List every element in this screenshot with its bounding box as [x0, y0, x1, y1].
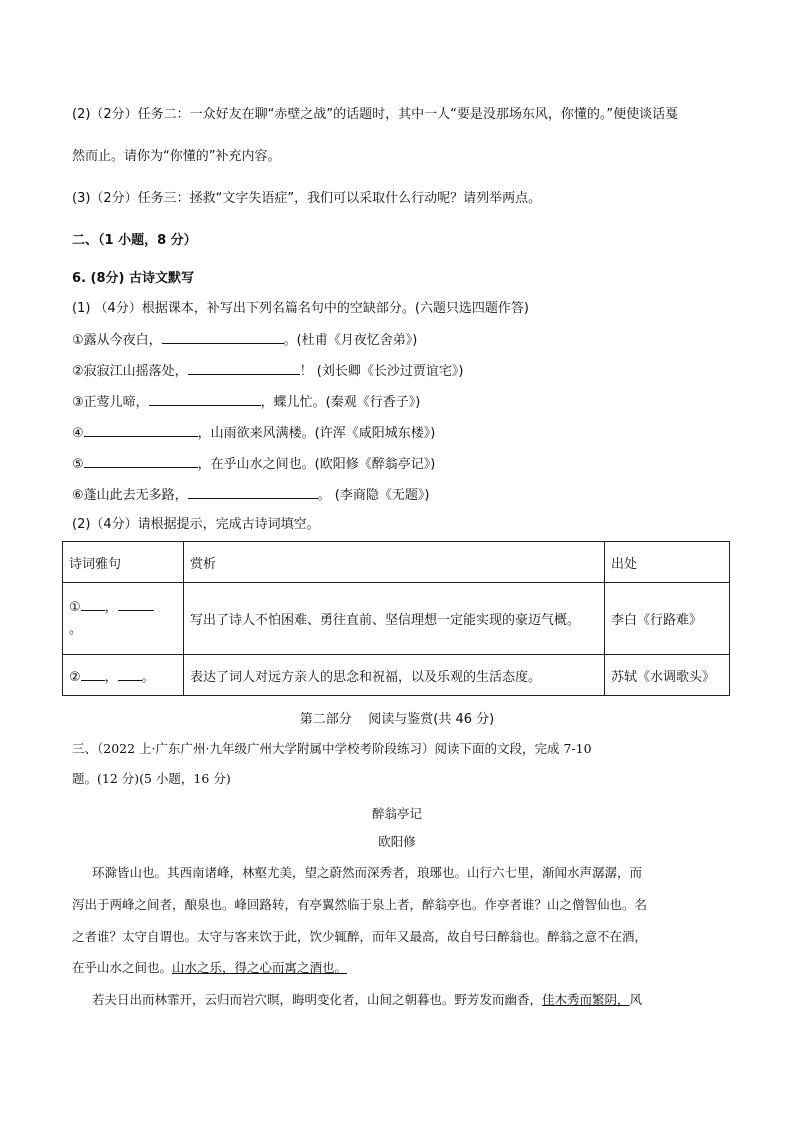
table-cell: 苏轼《水调歌头》 [605, 655, 730, 696]
fill-line-1 [72, 331, 417, 350]
fill-line-5 [72, 455, 435, 474]
essay-author: 欧阳修 [378, 834, 416, 849]
answer-blank[interactable] [118, 668, 142, 681]
row-sep: ， [104, 599, 118, 615]
essay-text: 在乎山水之间也。 [72, 960, 173, 975]
fill-line-post: 。(杜甫《月夜忆舍弟》) [283, 333, 418, 348]
table-cell: 李白《行路难》 [605, 583, 730, 655]
table-cell-blanks [63, 655, 184, 696]
fill-line-pre: ⑤ [72, 457, 84, 472]
fill-line-2 [72, 362, 463, 381]
answer-blank[interactable] [81, 598, 105, 611]
row-marker: ② [69, 669, 81, 685]
question-6-title [72, 270, 194, 288]
fill-line-3 [72, 393, 420, 412]
fill-line-post: ，山雨欲来风满楼。(许浑《咸阳城东楼》) [197, 426, 436, 441]
essay-p1-line3: 之者谁？太守自谓也。太守与客来饮于此，饮少辄醉，而年又最高，故自号曰醉翁也。醉翁之意不在酒， [72, 929, 648, 944]
row-end: 。 [69, 621, 83, 637]
row-sep: ， [104, 669, 118, 685]
essay-p1-line4 [72, 959, 347, 977]
fill-line-post: ！ (刘长卿《长沙过贾谊宅》) [299, 364, 464, 379]
fill-line-pre: ③正莺儿啼， [72, 395, 149, 410]
poetry-table [62, 541, 730, 696]
fill-line-pre: ②寂寂江山摇落处， [72, 364, 188, 379]
fill-line-post: 。 (李商隐《无题》) [317, 488, 430, 503]
question-6-part2: (2)（4分）请根据提示，完成古诗词填空。 [72, 517, 320, 532]
fill-line-pre: ①露从今夜白， [72, 333, 162, 348]
question-6-title-text: 6. (8分) 古诗文默写 [72, 271, 194, 286]
table-row [63, 655, 730, 696]
underlined-sentence: 山水之乐，得之心而寓之酒也。 [172, 960, 348, 975]
answer-blank[interactable] [81, 668, 105, 681]
part2-heading: 第二部分 阅读与鉴赏(共 46 分) [299, 712, 495, 727]
table-row [63, 583, 730, 655]
answer-blank[interactable] [84, 455, 198, 468]
answer-blank[interactable] [149, 393, 261, 406]
row-end: 。 [141, 669, 155, 685]
fill-line-post: ，在乎山水之间也。(欧阳修《醉翁亭记》) [197, 457, 436, 472]
essay-p1-line2: 泻出于两峰之间者，酿泉也。峰回路转，有亭翼然临于泉上者，醉翁亭也。作亭者谁？山之僧智仙也。名 [72, 897, 648, 912]
reading-question-line2: 题。(12 分)(5 小题，16 分) [72, 771, 231, 786]
task2-question-line1: (2)（2分）任务二：一众好友在聊“赤壁之战”的话题时，其中一人“要是没那场东风，你懂的。”便使谈话戛 [72, 107, 679, 122]
reading-question-line1: 三、（2022 上·广东广州·九年级广州大学附属中学校考阶段练习）阅读下面的文段，完成 7-10 [72, 741, 592, 756]
fill-line-6 [72, 486, 429, 505]
table-header-cell: 赏析 [184, 542, 605, 583]
task3-question: (3)（2分）任务三：拯救“文字失语症”，我们可以采取什么行动呢？请列举两点。 [72, 191, 542, 206]
answer-blank[interactable] [162, 331, 284, 344]
fill-line-4 [72, 424, 435, 443]
fill-line-post: ，蝶儿忙。(秦观《行香子》) [260, 395, 421, 410]
row-marker: ① [69, 599, 81, 615]
table-cell: 表达了词人对远方亲人的思念和祝福，以及乐观的生活态度。 [184, 655, 605, 696]
question-6-part1: (1) （4分）根据课本，补写出下列名篇名句中的空缺部分。(六题只选四题作答) [72, 301, 529, 316]
table-header-row [63, 542, 730, 583]
table-header-cell: 诗词雅句 [63, 542, 184, 583]
underlined-sentence: 佳木秀而繁阴， [542, 992, 630, 1007]
fill-line-pre: ⑥蓬山此去无多路， [72, 488, 188, 503]
answer-blank[interactable] [84, 424, 198, 437]
task2-question-line2: 然而止。请你为“你懂的”补充内容。 [72, 149, 281, 164]
essay-text: 若夫日出而林霏开，云归而岩穴暝，晦明变化者，山间之朝暮也。野芳发而幽香， [92, 992, 543, 1007]
answer-blank[interactable] [188, 486, 318, 499]
essay-p1-line1: 环滁皆山也。其西南诸峰，林壑尤美，望之蔚然而深秀者，琅琊也。山行六七里，渐闻水声潺潺，而 [92, 865, 643, 880]
table-cell: 写出了诗人不怕困难、勇往直前、坚信理想一定能实现的豪迈气概。 [184, 583, 605, 655]
essay-p2-line1 [92, 991, 642, 1009]
essay-title: 醉翁亭记 [371, 806, 422, 821]
fill-line-pre: ④ [72, 426, 84, 441]
answer-blank[interactable] [188, 362, 300, 375]
section-heading: 二、（1 小题，8 分） [72, 233, 197, 248]
answer-blank[interactable] [118, 598, 154, 611]
table-header-cell: 出处 [605, 542, 730, 583]
essay-text: 风 [629, 992, 643, 1007]
table-cell-blanks [63, 583, 184, 655]
